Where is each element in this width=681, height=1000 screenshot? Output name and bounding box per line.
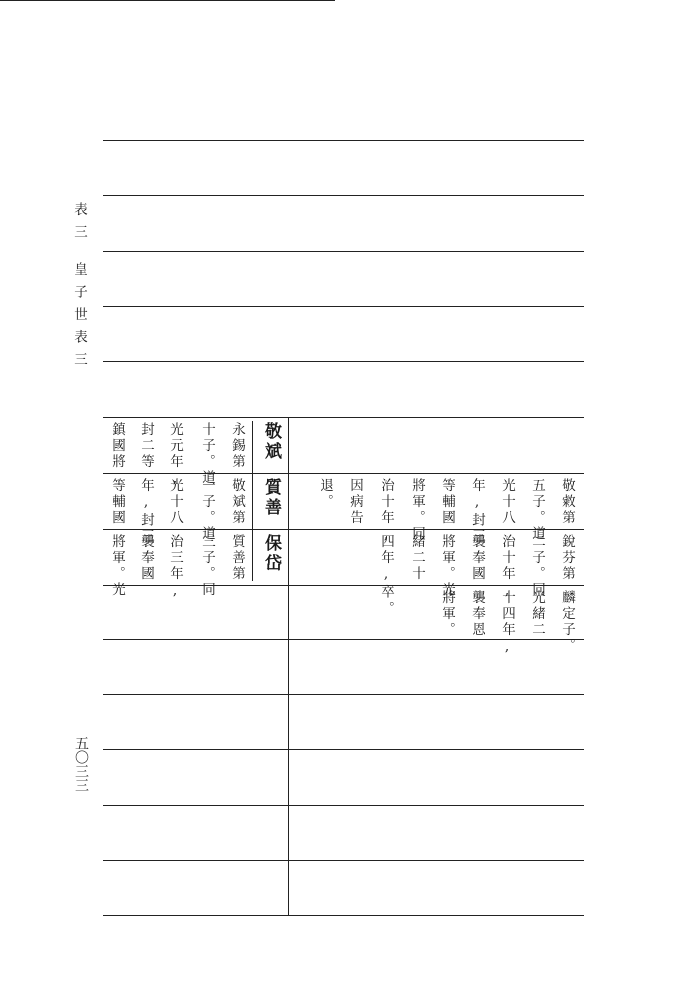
- side-header: 表三: [71, 202, 87, 247]
- left-row2-col3: 光十八: [167, 478, 183, 527]
- side-title: 皇子世表三: [71, 262, 87, 375]
- left-row2-name: 質善: [261, 478, 281, 518]
- table-bottom-rule: [103, 915, 584, 916]
- upper-rule-3: [103, 251, 584, 252]
- right-row3-col5: 將軍。光: [439, 534, 455, 599]
- page-number: 五〇三三: [73, 736, 89, 792]
- upper-rule-2: [103, 195, 584, 196]
- table-rule-2: [103, 529, 584, 530]
- left-row1-col1: 永錫第: [229, 422, 245, 471]
- table-rule-5: [103, 694, 584, 695]
- center-divider: [288, 417, 289, 915]
- right-row3-col4: 襲奉國: [469, 534, 485, 583]
- right-row4-col1: 麟定子。: [559, 590, 575, 655]
- table-rule-7: [103, 805, 584, 806]
- top-border: [0, 0, 335, 1]
- right-row3-col3: 治十年,: [499, 534, 515, 601]
- right-row2-col8: 因病告: [347, 478, 363, 527]
- name-divider-left: [252, 421, 253, 581]
- right-row2-col5: 等輔國: [439, 478, 455, 527]
- table-top-rule: [103, 417, 584, 418]
- right-row2-col9: 退。: [317, 478, 333, 511]
- table-rule-6: [103, 749, 584, 750]
- right-row3-col2: 二子。同: [529, 534, 545, 599]
- left-row1-col4: 封二等: [138, 422, 154, 471]
- right-row2-col3: 光十八: [499, 478, 515, 527]
- right-row2-col2: 五子。道: [529, 478, 545, 543]
- right-row3-col6: 緒二十: [409, 534, 425, 583]
- left-row3-col5: 將軍。光: [109, 534, 125, 599]
- right-row3-col7: 四年,卒。: [378, 534, 394, 617]
- left-row2-col5: 等輔國: [109, 478, 125, 527]
- left-row3-col3: 治三年,: [167, 534, 183, 601]
- right-row3-col1: 銳芬第: [559, 534, 575, 583]
- left-row1-col2: 十子。道: [199, 422, 215, 487]
- left-row1-name: 敬斌: [261, 422, 281, 462]
- upper-rule-1: [103, 140, 584, 141]
- left-row3-col4: 襲奉國: [138, 534, 154, 583]
- table-rule-8: [103, 860, 584, 861]
- left-row1-col3: 光元年,: [167, 422, 183, 489]
- upper-rule-5: [103, 361, 584, 362]
- left-row3-col1: 質善第: [229, 534, 245, 583]
- right-row2-col4: 年,封三: [469, 478, 485, 545]
- upper-rule-4: [103, 306, 584, 307]
- left-row3-name: 保岱: [261, 534, 281, 574]
- right-row2-col6: 將軍。同: [409, 478, 425, 543]
- right-row2-col1: 敬敹第: [559, 478, 575, 527]
- right-row2-col7: 治十年,: [378, 478, 394, 545]
- left-row3-col2: 三子。同: [199, 534, 215, 599]
- right-row4-col3: 十四年,: [499, 590, 515, 657]
- right-row4-col2: 光緒二: [529, 590, 545, 639]
- right-row4-col5: 將軍。: [439, 590, 455, 639]
- left-row2-col2: 一子。道: [199, 478, 215, 543]
- left-row1-col5: 鎮國將: [109, 422, 125, 471]
- left-row2-col1: 敬斌第: [229, 478, 245, 527]
- left-row2-col4: 年,封三: [138, 478, 154, 545]
- right-row4-col4: 襲奉恩: [469, 590, 485, 639]
